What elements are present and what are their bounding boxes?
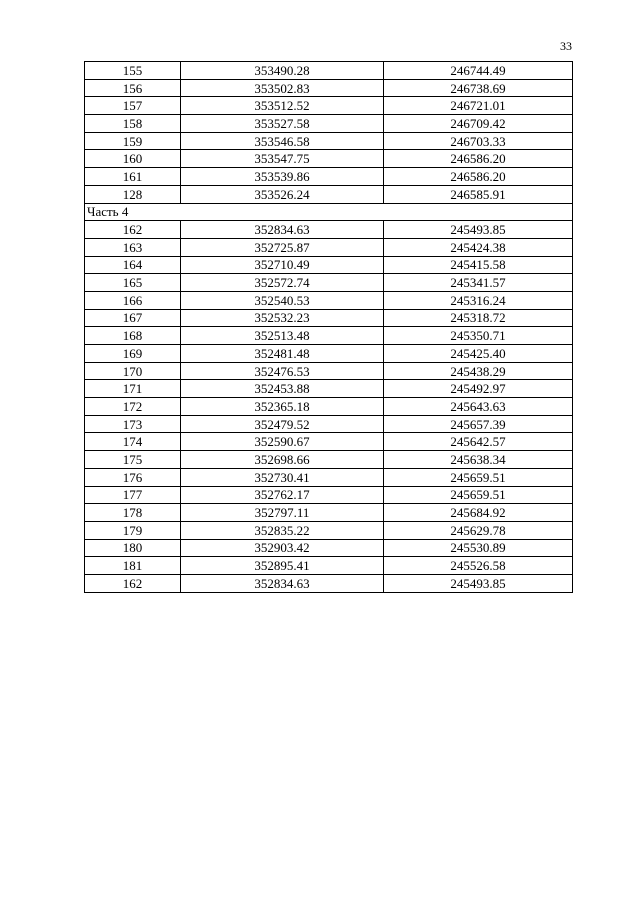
point-number-cell: 162: [85, 221, 181, 239]
table-row: [85, 415, 573, 433]
y-coordinate-cell: 245643.63: [384, 398, 573, 416]
point-number-cell: 173: [85, 415, 181, 433]
y-coordinate-cell: 245629.78: [384, 521, 573, 539]
table-row: [85, 168, 573, 186]
y-coordinate-cell: 245425.40: [384, 345, 573, 363]
section-header-row: [85, 203, 573, 221]
table-row: [85, 504, 573, 522]
coordinates-table-section: [85, 203, 573, 221]
table-row: [85, 238, 573, 256]
y-coordinate-cell: 245638.34: [384, 451, 573, 469]
x-coordinate-cell: 353539.86: [181, 168, 384, 186]
point-number-cell: 171: [85, 380, 181, 398]
table-row: [85, 486, 573, 504]
x-coordinate-cell: 352481.48: [181, 345, 384, 363]
table-row: [85, 574, 573, 592]
point-number-cell: 156: [85, 79, 181, 97]
x-coordinate-cell: 353546.58: [181, 132, 384, 150]
point-number-cell: 166: [85, 291, 181, 309]
point-number-cell: 161: [85, 168, 181, 186]
coordinates-table-part-1: [85, 62, 573, 204]
y-coordinate-cell: 245438.29: [384, 362, 573, 380]
x-coordinate-cell: 352762.17: [181, 486, 384, 504]
table-row: [85, 115, 573, 133]
table-row: [85, 62, 573, 80]
x-coordinate-cell: 352725.87: [181, 238, 384, 256]
point-number-cell: 167: [85, 309, 181, 327]
table-row: [85, 345, 573, 363]
coordinates-table: [84, 61, 573, 593]
table-row: [85, 521, 573, 539]
table-row: [85, 362, 573, 380]
x-coordinate-cell: 353502.83: [181, 79, 384, 97]
y-coordinate-cell: 246744.49: [384, 62, 573, 80]
page-number: 33: [560, 39, 572, 53]
table-row: [85, 221, 573, 239]
y-coordinate-cell: 245492.97: [384, 380, 573, 398]
table-row: [85, 451, 573, 469]
table-row: [85, 256, 573, 274]
table-row: [85, 274, 573, 292]
x-coordinate-cell: 352365.18: [181, 398, 384, 416]
point-number-cell: 165: [85, 274, 181, 292]
x-coordinate-cell: 352903.42: [181, 539, 384, 557]
y-coordinate-cell: 245350.71: [384, 327, 573, 345]
x-coordinate-cell: 353526.24: [181, 185, 384, 203]
x-coordinate-cell: 353512.52: [181, 97, 384, 115]
table-row: [85, 309, 573, 327]
y-coordinate-cell: 245659.51: [384, 468, 573, 486]
point-number-cell: 175: [85, 451, 181, 469]
section-title: Часть 4: [85, 203, 573, 221]
table-row: [85, 380, 573, 398]
y-coordinate-cell: 245415.58: [384, 256, 573, 274]
table-row: [85, 557, 573, 575]
point-number-cell: 160: [85, 150, 181, 168]
table-row: [85, 97, 573, 115]
x-coordinate-cell: 353490.28: [181, 62, 384, 80]
y-coordinate-cell: 245318.72: [384, 309, 573, 327]
x-coordinate-cell: 352532.23: [181, 309, 384, 327]
point-number-cell: 174: [85, 433, 181, 451]
point-number-cell: 180: [85, 539, 181, 557]
table-row: [85, 79, 573, 97]
y-coordinate-cell: 245341.57: [384, 274, 573, 292]
point-number-cell: 128: [85, 185, 181, 203]
y-coordinate-cell: 246585.91: [384, 185, 573, 203]
table-row: [85, 539, 573, 557]
x-coordinate-cell: 352513.48: [181, 327, 384, 345]
point-number-cell: 158: [85, 115, 181, 133]
point-number-cell: 172: [85, 398, 181, 416]
point-number-cell: 159: [85, 132, 181, 150]
x-coordinate-cell: 352835.22: [181, 521, 384, 539]
y-coordinate-cell: 245684.92: [384, 504, 573, 522]
point-number-cell: 169: [85, 345, 181, 363]
y-coordinate-cell: 245530.89: [384, 539, 573, 557]
y-coordinate-cell: 246586.20: [384, 168, 573, 186]
x-coordinate-cell: 352572.74: [181, 274, 384, 292]
table-row: [85, 468, 573, 486]
table-row: [85, 398, 573, 416]
x-coordinate-cell: 352895.41: [181, 557, 384, 575]
y-coordinate-cell: 245493.85: [384, 574, 573, 592]
table-row: [85, 132, 573, 150]
y-coordinate-cell: 245657.39: [384, 415, 573, 433]
y-coordinate-cell: 245316.24: [384, 291, 573, 309]
y-coordinate-cell: 245642.57: [384, 433, 573, 451]
y-coordinate-cell: 245659.51: [384, 486, 573, 504]
y-coordinate-cell: 246703.33: [384, 132, 573, 150]
point-number-cell: 157: [85, 97, 181, 115]
point-number-cell: 179: [85, 521, 181, 539]
y-coordinate-cell: 246709.42: [384, 115, 573, 133]
y-coordinate-cell: 246738.69: [384, 79, 573, 97]
y-coordinate-cell: 245493.85: [384, 221, 573, 239]
point-number-cell: 168: [85, 327, 181, 345]
point-number-cell: 181: [85, 557, 181, 575]
point-number-cell: 177: [85, 486, 181, 504]
x-coordinate-cell: 353527.58: [181, 115, 384, 133]
x-coordinate-cell: 352730.41: [181, 468, 384, 486]
point-number-cell: 170: [85, 362, 181, 380]
coordinates-table-part-2: [85, 221, 573, 592]
point-number-cell: 155: [85, 62, 181, 80]
point-number-cell: 163: [85, 238, 181, 256]
x-coordinate-cell: 352698.66: [181, 451, 384, 469]
y-coordinate-cell: 246586.20: [384, 150, 573, 168]
table-row: [85, 291, 573, 309]
point-number-cell: 164: [85, 256, 181, 274]
x-coordinate-cell: 352479.52: [181, 415, 384, 433]
point-number-cell: 162: [85, 574, 181, 592]
x-coordinate-cell: 352590.67: [181, 433, 384, 451]
x-coordinate-cell: 352540.53: [181, 291, 384, 309]
y-coordinate-cell: 245526.58: [384, 557, 573, 575]
y-coordinate-cell: 246721.01: [384, 97, 573, 115]
point-number-cell: 178: [85, 504, 181, 522]
x-coordinate-cell: 352453.88: [181, 380, 384, 398]
x-coordinate-cell: 352834.63: [181, 221, 384, 239]
table-row: [85, 327, 573, 345]
table-row: [85, 185, 573, 203]
table-row: [85, 433, 573, 451]
x-coordinate-cell: 352797.11: [181, 504, 384, 522]
point-number-cell: 176: [85, 468, 181, 486]
x-coordinate-cell: 353547.75: [181, 150, 384, 168]
x-coordinate-cell: 352710.49: [181, 256, 384, 274]
x-coordinate-cell: 352834.63: [181, 574, 384, 592]
x-coordinate-cell: 352476.53: [181, 362, 384, 380]
table-row: [85, 150, 573, 168]
y-coordinate-cell: 245424.38: [384, 238, 573, 256]
